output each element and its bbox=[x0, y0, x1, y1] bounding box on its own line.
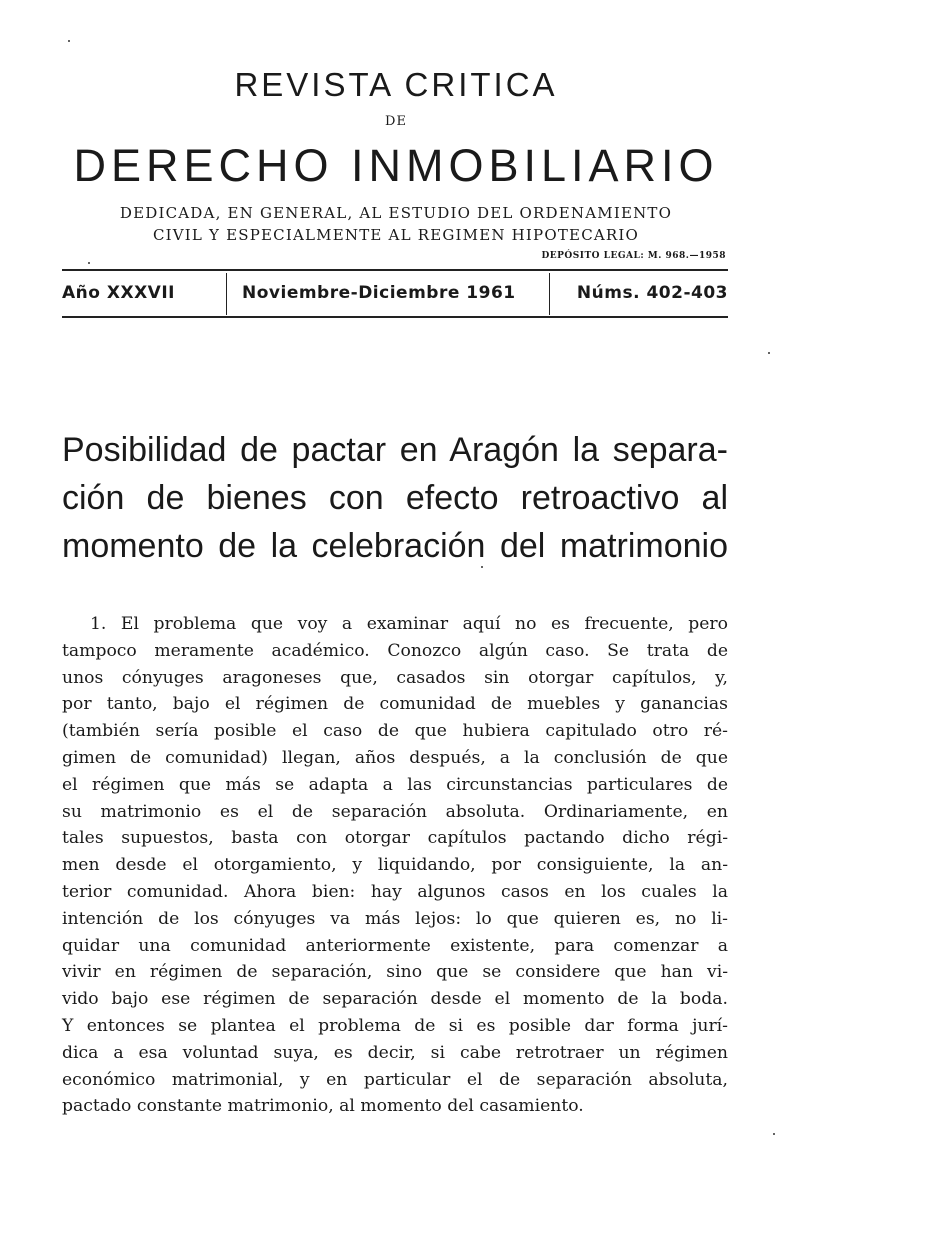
scan-speck bbox=[481, 566, 483, 568]
scan-speck bbox=[68, 40, 70, 42]
article-title-line: momento de la celebración del matrimonio bbox=[62, 527, 728, 565]
issue-bar-bottom-rule bbox=[62, 316, 728, 318]
body-line: por tanto, bajo el régimen de comunidad de muebles y ganancias bbox=[62, 694, 728, 715]
body-line: quidar una comunidad anteriormente existente, para comenzar a bbox=[62, 935, 728, 956]
legal-deposit: DEPÓSITO LEGAL: M. 968.—1958 bbox=[541, 251, 726, 261]
issue-year: Año XXXVII bbox=[62, 283, 175, 303]
issue-divider bbox=[226, 273, 227, 315]
body-line: dica a esa voluntad suya, es decir, si cabe retrotraer un régimen bbox=[62, 1042, 728, 1063]
article-title-line: Posibilidad de pactar en Aragón la separa- bbox=[62, 431, 728, 469]
article-title bbox=[62, 426, 728, 570]
body-line: men desde el otorgamiento, y liquidando, por consiguiente, la an- bbox=[62, 855, 728, 876]
body-line: vivir en régimen de separación, sino que se considere que han vi- bbox=[62, 962, 728, 983]
scan-speck bbox=[768, 352, 770, 354]
body-line: terior comunidad. Ahora bien: hay algunos casos en los cuales la bbox=[62, 881, 728, 902]
body-line: económico matrimonial, y en particular el de separación absoluta, bbox=[62, 1069, 728, 1090]
journal-title-main: DERECHO INMOBILIARIO bbox=[73, 140, 719, 191]
scan-speck bbox=[773, 1133, 775, 1135]
body-line: gimen de comunidad) llegan, años después, a la conclusión de que bbox=[62, 747, 728, 768]
article-title-line: ción de bienes con efecto retroactivo al bbox=[62, 479, 728, 517]
journal-title-de: DE bbox=[385, 114, 407, 129]
issue-numbers: Núms. 402-403 bbox=[576, 283, 728, 303]
body-line: unos cónyuges aragoneses que, casados sin otorgar capítulos, y, bbox=[62, 667, 728, 688]
article-body bbox=[62, 611, 728, 1120]
journal-subtitle bbox=[60, 202, 732, 246]
body-line: tales supuestos, basta con otorgar capítulos pactando dicho régi- bbox=[62, 828, 728, 849]
journal-subtitle-line-1: DEDICADA, EN GENERAL, AL ESTUDIO DEL ORDENAMIENTO bbox=[119, 204, 673, 222]
issue-divider bbox=[549, 273, 550, 315]
body-line: su matrimonio es el de separación absoluta. Ordinariamente, en bbox=[62, 801, 728, 822]
body-line: intención de los cónyuges va más lejos: lo que quieren es, no li- bbox=[62, 908, 728, 929]
scan-speck bbox=[88, 262, 90, 264]
body-line: (también sería posible el caso de que hubiera capitulado otro ré- bbox=[62, 721, 728, 742]
journal-title: REVISTA CRITICA bbox=[234, 66, 558, 103]
body-line: 1. El problema que voy a examinar aquí no es frecuente, pero bbox=[90, 614, 728, 634]
body-line: Y entonces se plantea el problema de si es posible dar forma jurí- bbox=[62, 1015, 728, 1036]
issue-date: Noviembre-Diciembre 1961 bbox=[242, 283, 516, 303]
body-line: pactado constante matrimonio, al momento del casamiento. bbox=[62, 1096, 584, 1117]
body-line: vido bajo ese régimen de separación desde el momento de la boda. bbox=[62, 989, 728, 1010]
body-line: el régimen que más se adapta a las circunstancias particulares de bbox=[62, 774, 728, 795]
body-line: tampoco meramente académico. Conozco algún caso. Se trata de bbox=[62, 640, 728, 661]
journal-subtitle-line-2: CIVIL Y ESPECIALMENTE AL REGIMEN HIPOTECARIO bbox=[152, 226, 640, 244]
issue-bar bbox=[62, 271, 728, 316]
